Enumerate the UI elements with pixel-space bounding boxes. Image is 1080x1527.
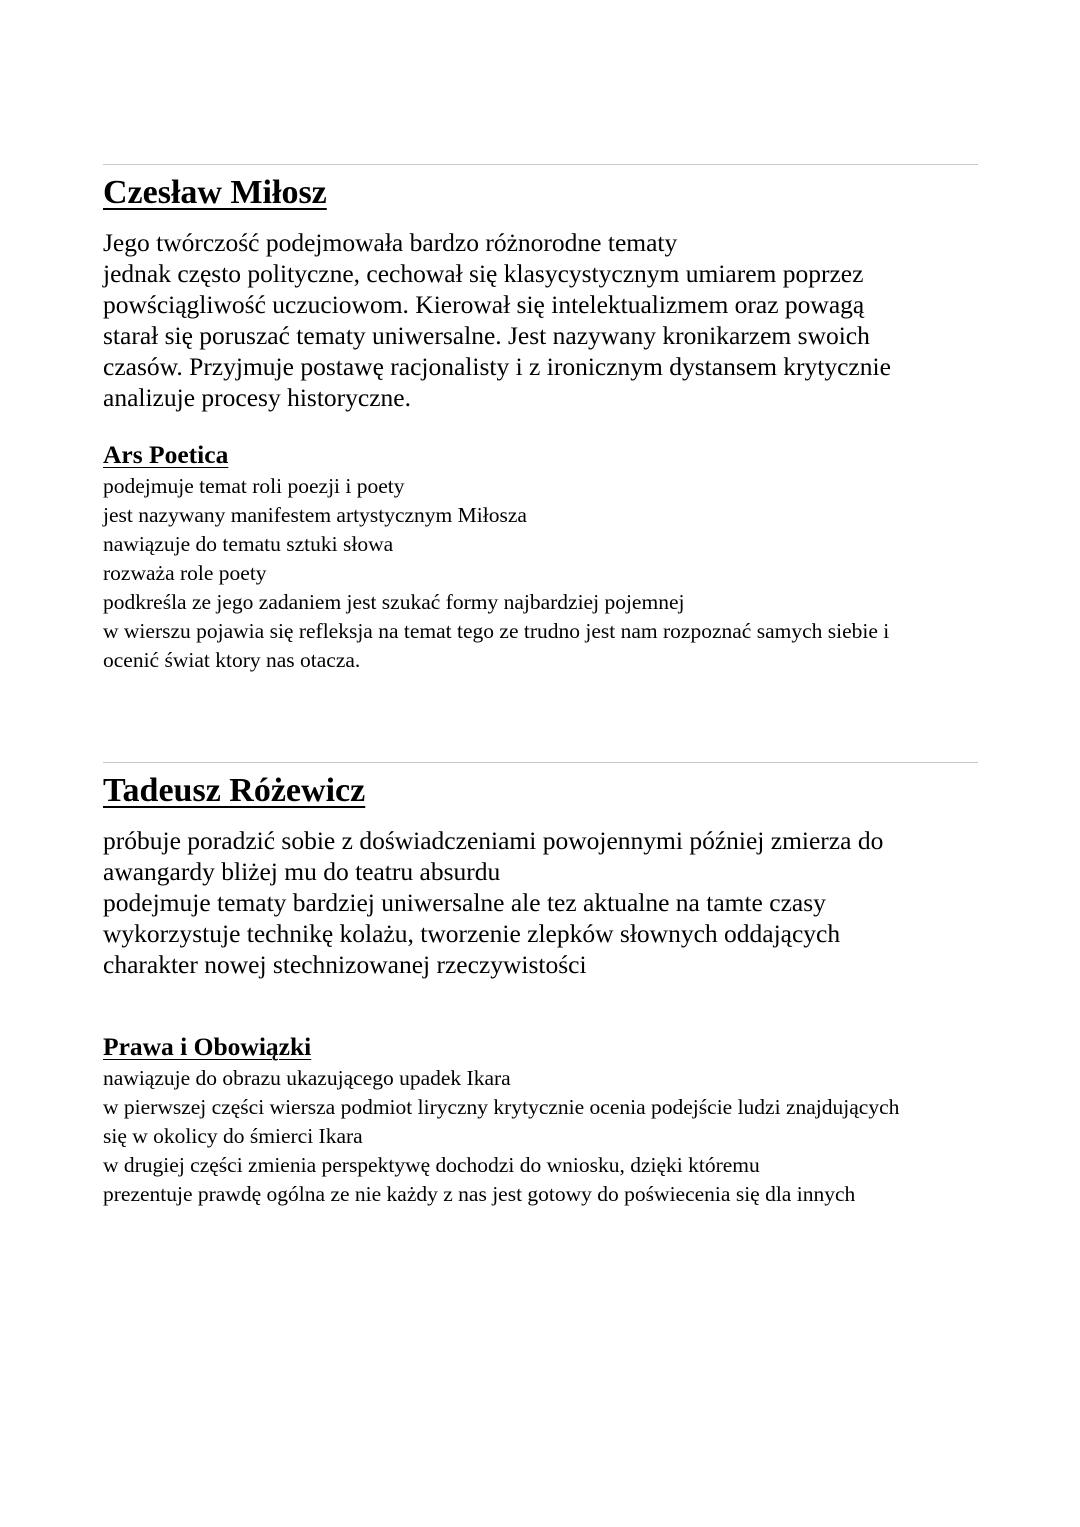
work-heading: Prawa i Obowiązki [103, 1032, 312, 1061]
note-line: jest nazywany manifestem artystycznym Miłosza [103, 503, 527, 527]
author-intro [103, 227, 978, 413]
section-divider [103, 762, 978, 763]
intro-line: podejmuje tematy bardziej uniwersalne ale tez aktualne na tamte czasy [103, 888, 826, 917]
section-divider [103, 164, 978, 165]
note-line: prezentuje prawdę ogólna ze nie każdy z nas jest gotowy do poświecenia się dla innych [103, 1182, 856, 1206]
intro-line: jednak często polityczne, cechował się klasycystycznym umiarem poprzez [103, 259, 864, 288]
note-line: się w okolicy do śmierci Ikara [103, 1124, 363, 1148]
author-heading: Tadeusz Różewicz [103, 772, 366, 809]
work-heading: Ars Poetica [103, 440, 229, 469]
note-line: nawiązuje do tematu sztuki słowa [103, 532, 394, 556]
note-line: ocenić świat ktory nas otacza. [103, 648, 361, 672]
note-line: w pierwszej części wiersza podmiot liryczny krytycznie ocenia podejście ludzi znajdujących [103, 1095, 900, 1119]
section-rozewicz [103, 762, 978, 1209]
section-milosz [103, 164, 978, 675]
note-line: podkreśla ze jego zadaniem jest szukać formy najbardziej pojemnej [103, 590, 685, 614]
author-intro [103, 825, 978, 980]
intro-line: czasów. Przyjmuje postawę racjonalisty i z ironicznym dystansem krytycznie [103, 352, 891, 381]
work-notes [103, 472, 978, 675]
note-line: rozważa role poety [103, 561, 267, 585]
intro-line: starał się poruszać tematy uniwersalne. Jest nazywany kronikarzem swoich [103, 321, 870, 350]
intro-line: charakter nowej stechnizowanej rzeczywistości [103, 950, 587, 979]
note-line: podejmuje temat roli poezji i poety [103, 474, 405, 498]
note-line: nawiązuje do obrazu ukazującego upadek Ikara [103, 1066, 511, 1090]
author-heading: Czesław Miłosz [103, 174, 327, 211]
intro-line: powściągliwość uczuciowom. Kierował się intelektualizmem oraz powagą [103, 290, 865, 319]
work-notes [103, 1064, 978, 1209]
intro-line: Jego twórczość podejmowała bardzo różnorodne tematy [103, 228, 678, 257]
intro-line: analizuje procesy historyczne. [103, 383, 411, 412]
intro-line: awangardy bliżej mu do teatru absurdu [103, 857, 501, 886]
note-line: w wierszu pojawia się refleksja na temat tego ze trudno jest nam rozpoznać samych siebie i [103, 619, 890, 643]
intro-line: próbuje poradzić sobie z doświadczeniami powojennymi później zmierza do [103, 826, 884, 855]
intro-line: wykorzystuje technikę kolażu, tworzenie zlepków słownych oddających [103, 919, 841, 948]
note-line: w drugiej części zmienia perspektywę dochodzi do wniosku, dzięki któremu [103, 1153, 760, 1177]
